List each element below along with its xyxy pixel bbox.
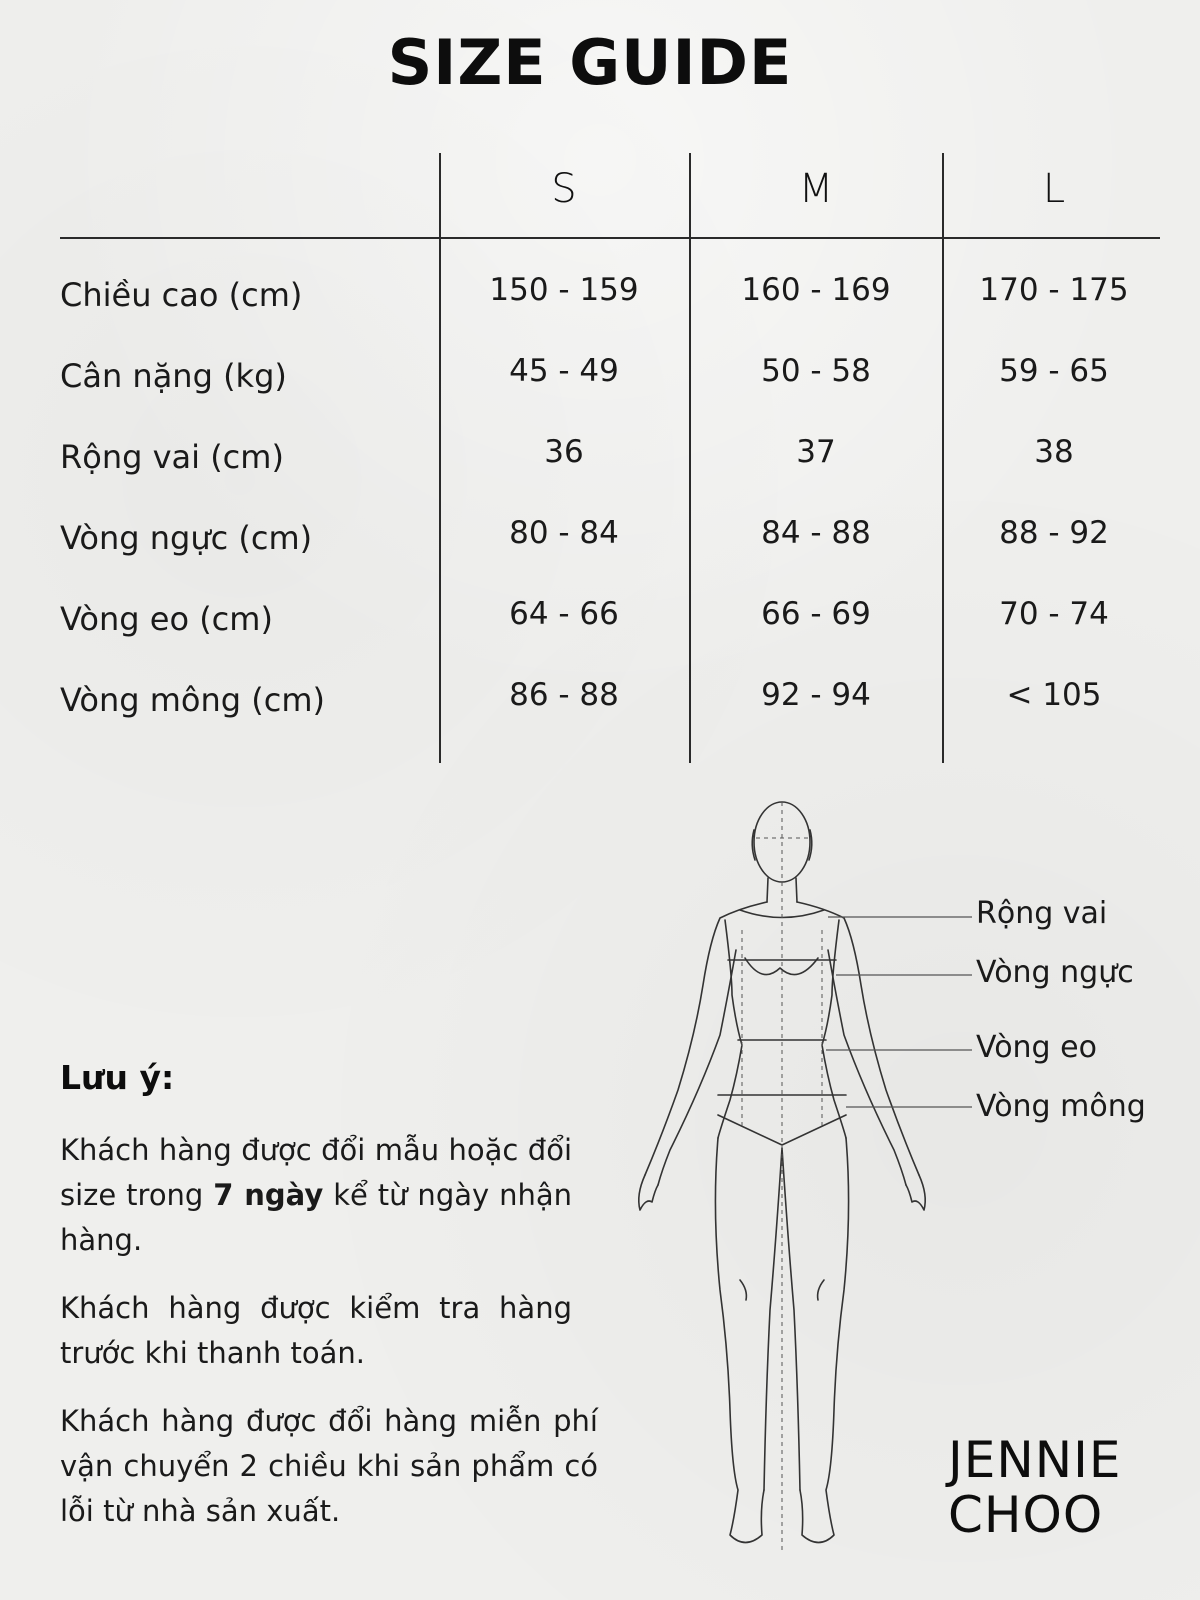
table-cell: 80 - 84 bbox=[509, 515, 619, 551]
table-cell: < 105 bbox=[1006, 677, 1102, 713]
table-cell: 38 bbox=[1034, 434, 1074, 470]
notes-title: Lưu ý: bbox=[60, 1058, 175, 1097]
size-header-l: L bbox=[1042, 166, 1066, 212]
row-label: Vòng ngực (cm) bbox=[60, 519, 313, 557]
table-cell: 170 - 175 bbox=[979, 272, 1129, 308]
row-label: Vòng eo (cm) bbox=[60, 600, 273, 638]
table-divider bbox=[942, 153, 944, 763]
size-header-s: S bbox=[551, 166, 577, 212]
label-shoulder: Rộng vai bbox=[976, 896, 1108, 931]
label-chest: Vòng ngực bbox=[976, 955, 1134, 990]
brand-line-2: CHOO bbox=[948, 1486, 1104, 1544]
table-cell: 86 - 88 bbox=[509, 677, 619, 713]
note-exchange-days: 7 ngày bbox=[213, 1178, 324, 1212]
table-cell: 37 bbox=[796, 434, 836, 470]
table-header-rule bbox=[60, 237, 1160, 239]
table-cell: 36 bbox=[544, 434, 584, 470]
table-divider bbox=[689, 153, 691, 763]
table-cell: 64 - 66 bbox=[509, 596, 619, 632]
row-label: Chiều cao (cm) bbox=[60, 276, 303, 314]
table-cell: 70 - 74 bbox=[999, 596, 1109, 632]
table-cell: 160 - 169 bbox=[741, 272, 891, 308]
label-hip: Vòng mông bbox=[976, 1089, 1146, 1124]
row-label: Vòng mông (cm) bbox=[60, 681, 325, 719]
table-cell: 66 - 69 bbox=[761, 596, 871, 632]
label-waist: Vòng eo bbox=[976, 1030, 1097, 1065]
table-cell: 59 - 65 bbox=[999, 353, 1109, 389]
row-label: Cân nặng (kg) bbox=[60, 357, 287, 395]
table-cell: 45 - 49 bbox=[509, 353, 619, 389]
table-cell: 50 - 58 bbox=[761, 353, 871, 389]
table-cell: 150 - 159 bbox=[489, 272, 639, 308]
note-free-shipping: Khách hàng được đổi hàng miễn phí vận chuyển 2 chiều khi sản phẩm có lỗi từ nhà sản xuất. bbox=[60, 1404, 598, 1528]
size-header-m: M bbox=[798, 166, 834, 212]
table-cell: 92 - 94 bbox=[761, 677, 871, 713]
table-cell: 84 - 88 bbox=[761, 515, 871, 551]
note-inspect: Khách hàng được kiểm tra hàng trước khi thanh toán. bbox=[60, 1291, 572, 1370]
table-cell: 88 - 92 bbox=[999, 515, 1109, 551]
row-label: Rộng vai (cm) bbox=[60, 438, 284, 476]
body-figure-illustration bbox=[600, 790, 980, 1570]
brand-line-1: JENNIE bbox=[948, 1431, 1122, 1489]
note-exchange-text: Khách hàng được đổi mẫu hoặc đổi size trong bbox=[60, 1133, 572, 1212]
table-divider bbox=[439, 153, 441, 763]
page-title: SIZE GUIDE bbox=[387, 26, 793, 99]
brand-logo bbox=[948, 1433, 1121, 1543]
note-exchange bbox=[60, 1128, 572, 1263]
note-exchange-text-end: kể từ ngày nhận hàng. bbox=[60, 1178, 572, 1257]
